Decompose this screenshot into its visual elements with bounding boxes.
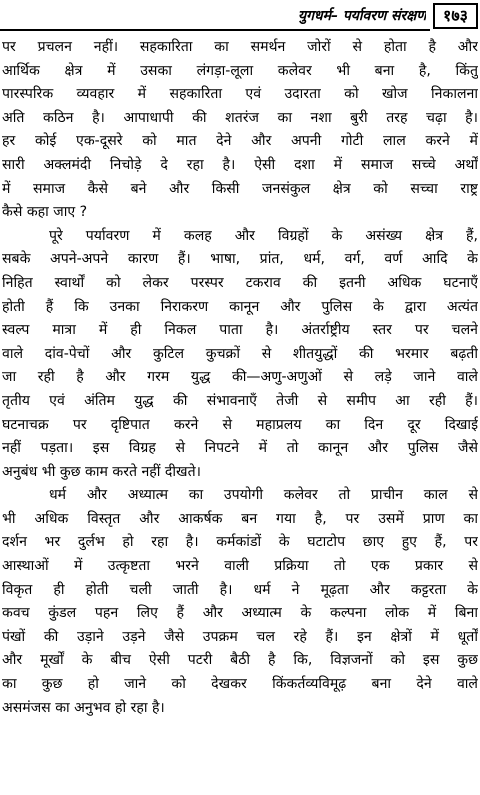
text-line: विकृत ही होती चली जाती है। धर्म ने मूढ़ता और कट्टरता के (2, 581, 478, 598)
text-line: निहित स्वार्थों को लेकर परस्पर टकराव की इतनी अधिक घटनाएँ (2, 274, 478, 291)
text-line: दर्शन भर दुर्लभ हो रहा है। कर्मकांडों के घटाटोप छाए हुए हैं, पर (2, 534, 478, 551)
text-line: पर प्रचलन नहीं। सहकारिता का समर्थन जोरों से होता है और (2, 39, 478, 55)
text-line: जा रही है और गरम युद्ध की—अणु-अणुओं से लड़े जाने वाले (2, 369, 478, 386)
text-line: घटनाचक्र पर दृष्टिपात करने से महाप्रलय का दिन दूर दिखाई (2, 416, 478, 433)
text-line: सारी अक्लमंदी निचोड़े दे रहा है। ऐसी दशा में समाज सच्चे अर्थों (2, 156, 478, 173)
text-line: सबके अपने-अपने कारण हैं। भाषा, प्रांत, धर्म, वर्ग, वर्ण आदि के (2, 251, 478, 268)
text-line: अति कठिन है। आपाधापी की शतरंज का नशा बुरी तरह चढ़ा है। (2, 109, 478, 126)
text-line: तृतीय एवं अंतिम युद्ध की संभावनाएँ तेजी से समीप आ रही हैं। (2, 392, 478, 409)
page-header (0, 0, 480, 36)
text-line: नहीं पड़ता। इस विग्रह से निपटने में तो कानून और पुलिस जैसे (2, 440, 478, 457)
text-line: पारस्परिक व्यवहार में सहकारिता एवं उदारता को खोज निकालना (2, 86, 478, 103)
text-line: अनुबंध भी कुछ काम करते नहीं दीखते। (2, 463, 201, 480)
page-body (2, 36, 478, 720)
text-line: और मूर्खों के बीच ऐसी पटरी बैठी है कि, विज्ञजनों को इस कुछ (2, 652, 478, 669)
text-line: कवच कुंडल पहन लिए हैं और अध्यात्म के कल्पना लोक में बिना (2, 605, 478, 622)
paragraph (2, 36, 478, 225)
text-line: भी अधिक विस्तृत और आकर्षक बन गया है, पर उसमें प्राण का (2, 510, 478, 527)
text-line: में समाज कैसे बने और किसी जनसंकुल क्षेत्र को सच्चा राष्ट्र (2, 180, 478, 197)
page-number: १७३ (433, 3, 478, 29)
paragraph (2, 484, 478, 720)
text-line: पूरे पर्यावरण में कलह और विग्रहों के असंख्य क्षेत्र हैं, (49, 227, 478, 244)
text-line: धर्म और अध्यात्म का उपयोगी कलेवर तो प्राचीन काल से (49, 487, 478, 504)
header-rule (0, 29, 430, 31)
text-line: स्वल्प मात्रा में ही निकल पाता है। अंतर्राष्ट्रीय स्तर पर चलने (2, 322, 478, 339)
running-title: युगधर्म– पर्यावरण संरक्षण (298, 8, 426, 24)
paragraph (2, 225, 478, 485)
text-line: वाले दांव-पेचों और कुटिल कुचक्रों से शीतयुद्धों की भरमार बढ़ती (2, 345, 478, 362)
text-line: असमंजस का अनुभव हो रहा है। (2, 699, 165, 716)
text-line: पंखों की उड़ाने उड़ने जैसे उपक्रम चल रहे हैं। इन क्षेत्रों में धूर्तों (2, 628, 478, 645)
text-line: कैसे कहा जाए ? (2, 204, 88, 221)
text-line: होती हैं कि उनका निराकरण कानून और पुलिस के द्वारा अत्यंत (2, 298, 478, 315)
text-line: का कुछ हो जाने को देखकर किंकर्तव्यविमूढ़ बना देने वाले (2, 676, 478, 693)
text-line: हर कोई एक-दूसरे को मात देने और अपनी गोटी लाल करने में (2, 133, 478, 150)
text-line: आर्थिक क्षेत्र में उसका लंगड़ा-लूला कलेवर भी बना है, किंतु (2, 62, 478, 79)
text-line: आस्थाओं में उत्कृष्टता भरने वाली प्रक्रिया तो एक प्रकार से (2, 558, 478, 575)
